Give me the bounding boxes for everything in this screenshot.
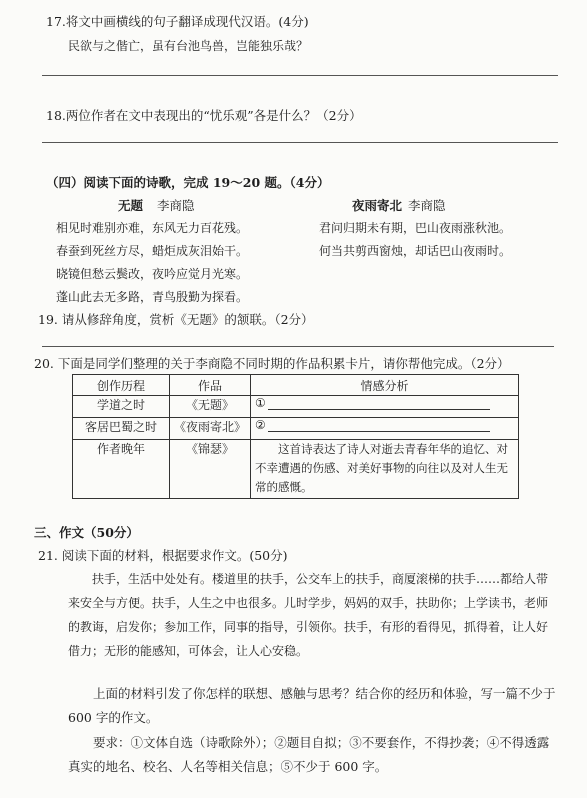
- column-header: 情感分析: [251, 375, 519, 396]
- q18-question: 18.两位作者在文中表现出的“忧乐观”各是什么？（2分）: [46, 108, 362, 123]
- poem1-line: 蓬山此去无多路，青鸟殷勤为探看。: [56, 290, 249, 304]
- requirements-paragraph: 要求：①文体自选（诗歌除外）；②题目自拟；③不要套作，不得抄袭；④不得透露真实的地名、校名、人名等相关信息；⑤不少于 600 字。: [68, 735, 550, 774]
- q20-question: 20. 下面是同学们整理的关于李商隐不同时期的作品积累卡片，请你帮他完成。（2分）: [34, 356, 510, 371]
- analysis-cell[interactable]: [251, 418, 519, 440]
- poem1-author: 李商隐: [157, 198, 195, 213]
- poem2-title: 夜雨寄北: [352, 198, 403, 213]
- q19-question: 19. 请从修辞角度，赏析《无题》的颔联。（2分）: [38, 312, 314, 327]
- table-row: [73, 440, 519, 499]
- answer-line: [42, 346, 554, 347]
- column-header: 创作历程: [73, 375, 170, 396]
- q21-question: 21. 阅读下面的材料，根据要求作文。(50分): [38, 548, 288, 563]
- analysis-cell: [251, 440, 519, 499]
- analysis-text: 这首诗表达了诗人对逝去青春年华的追忆、对不幸遭遇的伤感、对美好事物的向往以及对人生无常的感慨。: [255, 442, 508, 494]
- q17-sentence: 民欲与之偕亡，虽有台池鸟兽，岂能独乐哉？: [68, 39, 309, 53]
- work-cell: 《锦瑟》: [170, 440, 251, 499]
- work-cell: 《夜雨寄北》: [170, 418, 251, 440]
- answer-line: [42, 142, 558, 143]
- answer-blank[interactable]: [268, 419, 490, 432]
- works-card-table: [72, 374, 519, 499]
- prompt-paragraph: 上面的材料引发了你怎样的联想、感触与思考？结合你的经历和体验，写一篇不少于 600 字的作文。: [68, 686, 556, 725]
- poem2-line: 君问归期未有期，巴山夜雨涨秋池。: [319, 221, 512, 235]
- table-header-row: [73, 375, 519, 396]
- period-cell: 客居巴蜀之时: [73, 418, 170, 440]
- period-cell: 学道之时: [73, 396, 170, 418]
- q17-question: 17.将文中画横线的句子翻译成现代汉语。(4分): [46, 14, 309, 29]
- table-row: [73, 418, 519, 440]
- analysis-number: ①: [255, 396, 266, 410]
- essay-requirements: [68, 731, 558, 779]
- work-cell: 《无题》: [170, 396, 251, 418]
- column-header: 作品: [170, 375, 251, 396]
- answer-blank[interactable]: [268, 397, 490, 410]
- material-paragraph: 扶手，生活中处处有。楼道里的扶手，公交车上的扶手，商厦滚梯的扶手……都给人带来安全与方便。扶手，人生之中也很多。儿时学步，妈妈的双手，扶助你；上学读书，老师的教诲，启发你；参加工作，同事的指导，引领你。扶手，有形的看得见，抓得着，让人好借力；无形的能感知，可体会，让人心安稳。: [68, 572, 549, 658]
- essay-prompt: [68, 682, 558, 730]
- table-row: [73, 396, 519, 418]
- poem2-author: 李商隐: [408, 198, 446, 213]
- section4-heading: （四）阅读下面的诗歌，完成 19～20 题。（4分）: [46, 175, 330, 190]
- poem1-title: 无题: [118, 198, 144, 213]
- poem1-line: 相见时难别亦难，东风无力百花残。: [56, 221, 249, 235]
- section3-heading: 三、作文（50分）: [34, 525, 139, 540]
- analysis-cell[interactable]: [251, 396, 519, 418]
- poem2-line: 何当共剪西窗烛，却话巴山夜雨时。: [319, 244, 512, 258]
- poem1-line: 晓镜但愁云鬓改，夜吟应觉月光寒。: [56, 267, 249, 281]
- period-cell: 作者晚年: [73, 440, 170, 499]
- poem1-line: 春蚕到死丝方尽，蜡炬成灰泪始干。: [56, 244, 249, 258]
- answer-line: [42, 75, 558, 76]
- essay-material: [68, 567, 558, 663]
- analysis-number: ②: [255, 418, 266, 432]
